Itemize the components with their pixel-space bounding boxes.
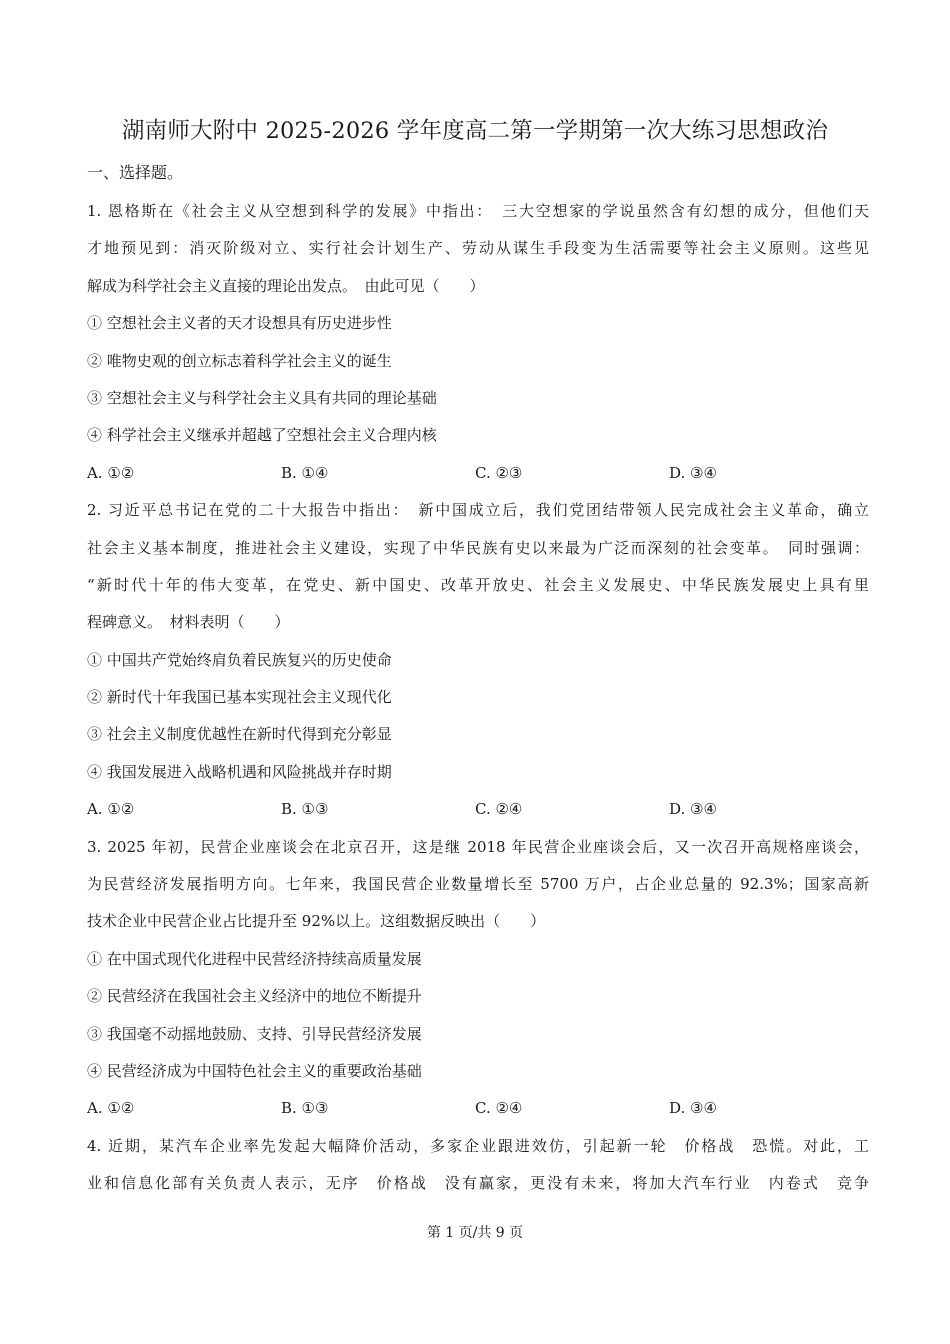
page-footer: 第 1 页/共 9 页 [426,1225,524,1241]
statement-item: ③ 社会主义制度优越性在新时代得到充分彰显 [87,725,392,744]
question-4 [87,1128,869,1203]
statement-item: ④ 我国发展进入战略机遇和风险挑战并存时期 [87,762,392,781]
option-b: B. ①③ [281,1099,329,1118]
option-c: C. ②④ [475,800,523,819]
question-stem-line: 才地预见到：消灭阶级对立、实行社会计划生产、劳动从谋生手段变为生活需要等社会主义原则。这些见 [87,239,869,258]
question-stem-line: “新时代十年的伟大变革，在党史、新中国史、改革开放史、社会主义发展史、中华民族发展史上具有里 [87,575,869,594]
answer-options [87,791,869,828]
option-b: B. ①④ [281,463,329,482]
statement-item: ① 中国共产党始终肩负着民族复兴的历史使命 [87,650,392,669]
option-a: A. ①② [87,463,135,482]
option-d: D. ③④ [669,463,717,482]
statement-item: ① 空想社会主义者的天才设想具有历史进步性 [87,314,392,333]
question-stem-line: 4. 近期，某汽车企业率先发起大幅降价活动，多家企业跟进效仿，引起新一轮 价格战 恐慌。对此，工 [87,1136,869,1155]
option-d: D. ③④ [669,1099,717,1118]
question-stem-line: 程碑意义。 材料表明（ ） [87,613,290,632]
statement-item: ② 唯物史观的创立标志着科学社会主义的诞生 [87,351,392,370]
question-stem-line: 业和信息化部有关负责人表示，无序 价格战 没有赢家，更没有未来，将加大汽车行业 内卷式 竞争 [87,1174,869,1193]
statement-item: ③ 我国毫不动摇地鼓励、支持、引导民营经济发展 [87,1024,422,1043]
statement-item: ② 民营经济在我国社会主义经济中的地位不断提升 [87,987,422,1006]
question-2 [87,492,869,829]
question-stem-line: 3. 2025 年初，民营企业座谈会在北京召开，这是继 2018 年民营企业座谈会后，又一次召开高规格座谈会， [87,837,869,856]
statement-item: ① 在中国式现代化进程中民营经济持续高质量发展 [87,949,422,968]
option-a: A. ①② [87,800,135,819]
answer-options [87,455,869,492]
question-stem-line: 为民营经济发展指明方向。七年来，我国民营企业数量增长至 5700 万户，占企业总量的 92.3%；国家高新 [87,875,869,894]
question-list [87,193,869,1203]
answer-options [87,1090,869,1127]
option-d: D. ③④ [669,800,717,819]
option-c: C. ②③ [475,463,523,482]
question-stem-line: 解成为科学社会主义直接的理论出发点。 由此可见（ ） [87,276,485,295]
section-heading: 一、选择题。 [87,163,184,182]
document-title: 湖南师大附中 2025-2026 学年度高二第一学期第一次大练习思想政治 [121,118,829,144]
statement-item: ④ 科学社会主义继承并超越了空想社会主义合理内核 [87,426,437,445]
option-a: A. ①② [87,1099,135,1118]
statement-item: ③ 空想社会主义与科学社会主义具有共同的理论基础 [87,388,437,407]
option-c: C. ②④ [475,1099,523,1118]
option-b: B. ①③ [281,800,329,819]
question-stem-line: 1. 恩格斯在《社会主义从空想到科学的发展》中指出： 三大空想家的学说虽然含有幻想的成分，但他们天 [87,202,869,220]
question-stem-line: 2. 习近平总书记在党的二十大报告中指出： 新中国成立后，我们党团结带领人民完成社会主义革命，确立 [87,501,869,520]
statement-item: ④ 民营经济成为中国特色社会主义的重要政治基础 [87,1061,422,1080]
statement-item: ② 新时代十年我国已基本实现社会主义现代化 [87,688,392,707]
question-stem-line: 社会主义基本制度，推进社会主义建设，实现了中华民族有史以来最为广泛而深刻的社会变革。 同时强调： [87,538,869,557]
question-stem-line: 技术企业中民营企业占比提升至 92%以上。这组数据反映出（ ） [87,912,546,931]
question-1 [87,193,869,492]
question-3 [87,829,869,1128]
